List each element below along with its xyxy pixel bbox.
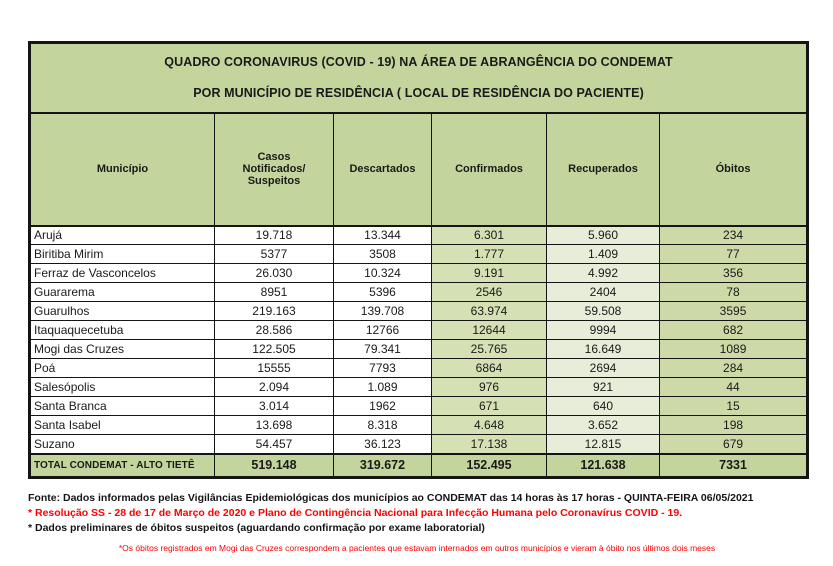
recovered-cell: 2694: [547, 359, 660, 378]
table-row: [30, 283, 808, 302]
title-row: [30, 43, 808, 113]
notified-cell: 5377: [215, 245, 334, 264]
table-row: [30, 226, 808, 245]
total-notified: 519.148: [215, 454, 334, 478]
deaths-cell: 234: [660, 226, 808, 245]
table-title-line2: POR MUNICÍPIO DE RESIDÊNCIA ( LOCAL DE RESIDÊNCIA DO PACIENTE): [193, 86, 644, 101]
column-header-row: [30, 113, 808, 226]
confirmed-cell: 63.974: [432, 302, 547, 321]
column-header-confirmed: Confirmados: [432, 113, 547, 226]
deaths-cell: 679: [660, 435, 808, 454]
recovered-cell: 16.649: [547, 340, 660, 359]
notified-cell: 2.094: [215, 378, 334, 397]
footer-mogi-note: *Os óbitos registrados em Mogi das Cruzes correspondem a pacientes que estavam internados em outros municípios e vieram à óbito nos últimos dois meses: [118, 543, 716, 553]
notified-cell: 8951: [215, 283, 334, 302]
table-row: [30, 378, 808, 397]
total-recovered: 121.638: [547, 454, 660, 478]
notified-cell: 122.505: [215, 340, 334, 359]
total-deaths: 7331: [660, 454, 808, 478]
confirmed-cell: 12644: [432, 321, 547, 340]
notified-cell: 19.718: [215, 226, 334, 245]
deaths-cell: 78: [660, 283, 808, 302]
deaths-cell: 1089: [660, 340, 808, 359]
footer-resolution-note: * Resolução SS - 28 de 17 de Março de 2020 e Plano de Contingência Nacional para Infecção Humana pelo Coronavírus COVID - 19.: [28, 507, 683, 519]
total-row: [30, 454, 808, 478]
confirmed-cell: 6864: [432, 359, 547, 378]
recovered-cell: 9994: [547, 321, 660, 340]
deaths-cell: 682: [660, 321, 808, 340]
recovered-cell: 12.815: [547, 435, 660, 454]
table-row: [30, 397, 808, 416]
deaths-cell: 44: [660, 378, 808, 397]
recovered-cell: 2404: [547, 283, 660, 302]
table-title: [30, 43, 808, 113]
deaths-cell: 284: [660, 359, 808, 378]
discarded-cell: 1962: [334, 397, 432, 416]
confirmed-cell: 25.765: [432, 340, 547, 359]
deaths-cell: 15: [660, 397, 808, 416]
confirmed-cell: 17.138: [432, 435, 547, 454]
covid-table: [28, 41, 809, 479]
discarded-cell: 36.123: [334, 435, 432, 454]
discarded-cell: 7793: [334, 359, 432, 378]
municipality-cell: Itaquaquecetuba: [30, 321, 215, 340]
deaths-cell: 3595: [660, 302, 808, 321]
confirmed-cell: 976: [432, 378, 547, 397]
table-row: [30, 340, 808, 359]
municipality-cell: Mogi das Cruzes: [30, 340, 215, 359]
deaths-cell: 356: [660, 264, 808, 283]
recovered-cell: 1.409: [547, 245, 660, 264]
discarded-cell: 12766: [334, 321, 432, 340]
discarded-cell: 5396: [334, 283, 432, 302]
recovered-cell: 921: [547, 378, 660, 397]
notified-cell: 3.014: [215, 397, 334, 416]
confirmed-cell: 1.777: [432, 245, 547, 264]
discarded-cell: 139.708: [334, 302, 432, 321]
municipality-cell: Guarulhos: [30, 302, 215, 321]
table-row: [30, 435, 808, 454]
discarded-cell: 8.318: [334, 416, 432, 435]
municipality-cell: Arujá: [30, 226, 215, 245]
total-label: TOTAL CONDEMAT - ALTO TIETÊ: [30, 454, 215, 478]
table-row: [30, 321, 808, 340]
footer-preliminary-note: * Dados preliminares de óbitos suspeitos (aguardando confirmação por exame laboratorial): [28, 522, 485, 534]
municipality-cell: Suzano: [30, 435, 215, 454]
recovered-cell: 59.508: [547, 302, 660, 321]
notified-cell: 15555: [215, 359, 334, 378]
municipality-cell: Guararema: [30, 283, 215, 302]
table-title-line1: QUADRO CORONAVIRUS (COVID - 19) NA ÁREA DE ABRANGÊNCIA DO CONDEMAT: [164, 55, 673, 70]
recovered-cell: 5.960: [547, 226, 660, 245]
column-header-deaths: Óbitos: [660, 113, 808, 226]
discarded-cell: 10.324: [334, 264, 432, 283]
notified-cell: 54.457: [215, 435, 334, 454]
footer-source: Fonte: Dados informados pelas Vigilâncias Epidemiológicas dos municípios ao CONDEMAT das 14 horas às 17 horas - QUINTA-FEIRA 06/05/2021: [28, 492, 754, 504]
municipality-cell: Santa Branca: [30, 397, 215, 416]
confirmed-cell: 4.648: [432, 416, 547, 435]
discarded-cell: 3508: [334, 245, 432, 264]
recovered-cell: 3.652: [547, 416, 660, 435]
recovered-cell: 4.992: [547, 264, 660, 283]
column-header-recovered: Recuperados: [547, 113, 660, 226]
municipality-cell: Poá: [30, 359, 215, 378]
notified-cell: 13.698: [215, 416, 334, 435]
table-row: [30, 264, 808, 283]
footer-notes: [28, 491, 806, 553]
column-header-municipality: Município: [30, 113, 215, 226]
notified-cell: 219.163: [215, 302, 334, 321]
notified-cell: 26.030: [215, 264, 334, 283]
discarded-cell: 1.089: [334, 378, 432, 397]
confirmed-cell: 2546: [432, 283, 547, 302]
recovered-cell: 640: [547, 397, 660, 416]
column-header-notified: Casos Notificados/ Suspeitos: [215, 113, 334, 226]
table-row: [30, 245, 808, 264]
municipality-cell: Biritiba Mirim: [30, 245, 215, 264]
table-body: [30, 226, 808, 478]
table-row: [30, 416, 808, 435]
confirmed-cell: 9.191: [432, 264, 547, 283]
deaths-cell: 77: [660, 245, 808, 264]
table-row: [30, 359, 808, 378]
notified-cell: 28.586: [215, 321, 334, 340]
municipality-cell: Santa Isabel: [30, 416, 215, 435]
deaths-cell: 198: [660, 416, 808, 435]
discarded-cell: 79.341: [334, 340, 432, 359]
table-row: [30, 302, 808, 321]
municipality-cell: Salesópolis: [30, 378, 215, 397]
confirmed-cell: 671: [432, 397, 547, 416]
column-header-discarded: Descartados: [334, 113, 432, 226]
total-confirmed: 152.495: [432, 454, 547, 478]
confirmed-cell: 6.301: [432, 226, 547, 245]
total-discarded: 319.672: [334, 454, 432, 478]
discarded-cell: 13.344: [334, 226, 432, 245]
municipality-cell: Ferraz de Vasconcelos: [30, 264, 215, 283]
